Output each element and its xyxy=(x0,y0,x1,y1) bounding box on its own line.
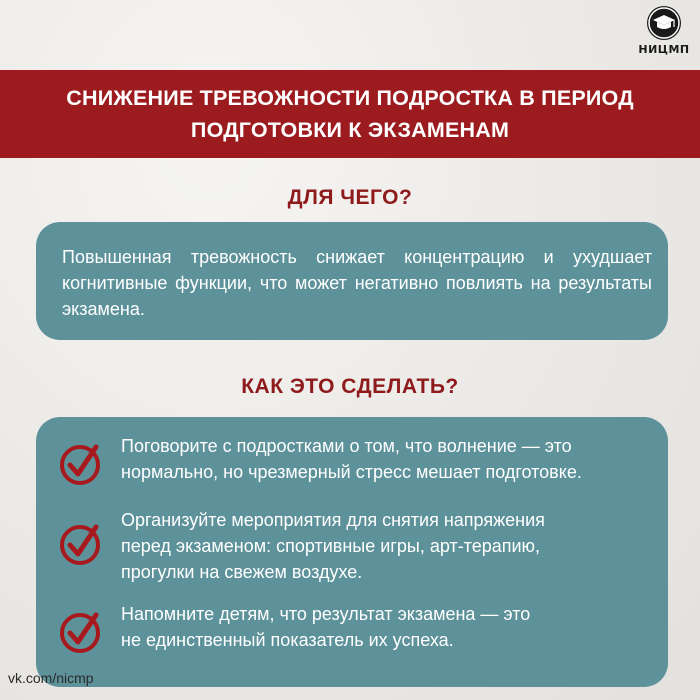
list-item-text: Поговорите с подростками о том, что волнение — это нормально, но чрезмерный стресс мешает подготовке. xyxy=(121,436,582,482)
title-banner xyxy=(0,70,700,158)
list-item-text: Организуйте мероприятия для снятия напряжения перед экзаменом: спортивные игры, арт-терапию, прогулки на свежем воздухе. xyxy=(121,510,545,582)
check-circle-icon xyxy=(58,521,104,567)
check-circle-icon xyxy=(58,609,104,655)
page-title-line-2: ПОДГОТОВКИ К ЭКЗАМЕНАМ xyxy=(190,118,510,142)
footer-link[interactable]: vk.com/nicmp xyxy=(8,670,94,686)
why-heading: ДЛЯ ЧЕГО? xyxy=(287,186,413,209)
how-heading: КАК ЭТО СДЕЛАТЬ? xyxy=(241,375,459,398)
logo-text: НИЦМП xyxy=(638,43,690,56)
logo xyxy=(636,6,692,66)
why-text: Повышенная тревожность снижает концентрацию и ухудшает когнитивные функции, что может негативно повлиять на результаты экзамена. xyxy=(62,247,652,319)
list-item-text: Напомните детям, что результат экзамена — это не единственный показатель их успеха. xyxy=(121,604,531,650)
graduation-cap-icon xyxy=(647,6,681,40)
check-circle-icon xyxy=(58,441,104,487)
why-panel xyxy=(36,222,668,340)
page-title-line-1: СНИЖЕНИЕ ТРЕВОЖНОСТИ ПОДРОСТКА В ПЕРИОД xyxy=(66,86,634,110)
how-panel xyxy=(36,417,668,687)
